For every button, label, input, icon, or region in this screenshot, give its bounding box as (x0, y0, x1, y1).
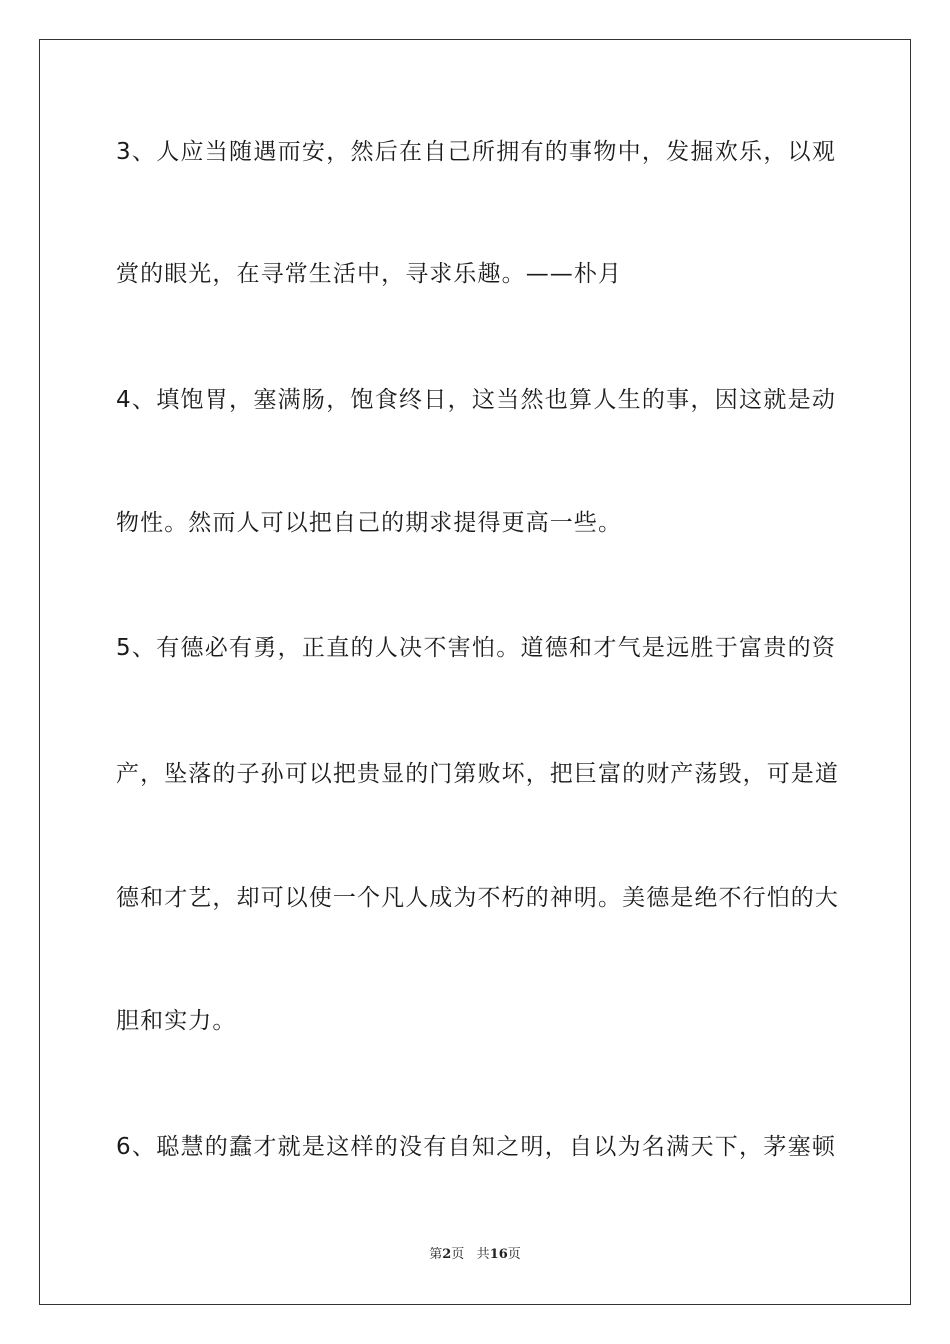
paragraph-5-line-2: 产，坠落的子孙可以把贵显的门第败坏，把巨富的财产荡毁，可是道 (116, 761, 839, 787)
paragraph-4-line-2: 物性。然而人可以把自己的期求提得更高一些。 (116, 510, 623, 536)
paragraph-6-line-1: 6、聪慧的蠢才就是这样的没有自知之明，自以为名满天下，茅塞顿 (116, 1134, 836, 1160)
paragraph-5-line-3: 德和才艺，却可以使一个凡人成为不朽的神明。美德是绝不行怕的大 (116, 885, 839, 911)
footer-total-suffix: 页 (507, 1247, 521, 1262)
footer-page-suffix: 页 (451, 1247, 465, 1262)
footer-total-prefix: 共 (476, 1247, 490, 1262)
page-footer (0, 1246, 950, 1264)
footer-current-page: 2 (442, 1247, 452, 1262)
footer-total-pages: 16 (489, 1247, 508, 1262)
paragraph-3-line-2: 赏的眼光，在寻常生活中，寻求乐趣。——朴月 (116, 261, 623, 287)
paragraph-4-line-1: 4、填饱胃，塞满肠，饱食终日，这当然也算人生的事，因这就是动 (116, 387, 836, 413)
page-border (39, 39, 911, 1305)
paragraph-5-line-1: 5、有德必有勇，正直的人决不害怕。道德和才气是远胜于富贵的资 (116, 635, 836, 661)
footer-prefix: 第 (429, 1247, 443, 1262)
paragraph-3-line-1: 3、人应当随遇而安，然后在自己所拥有的事物中，发掘欢乐，以观 (116, 139, 836, 165)
paragraph-5-line-4: 胆和实力。 (116, 1008, 237, 1034)
